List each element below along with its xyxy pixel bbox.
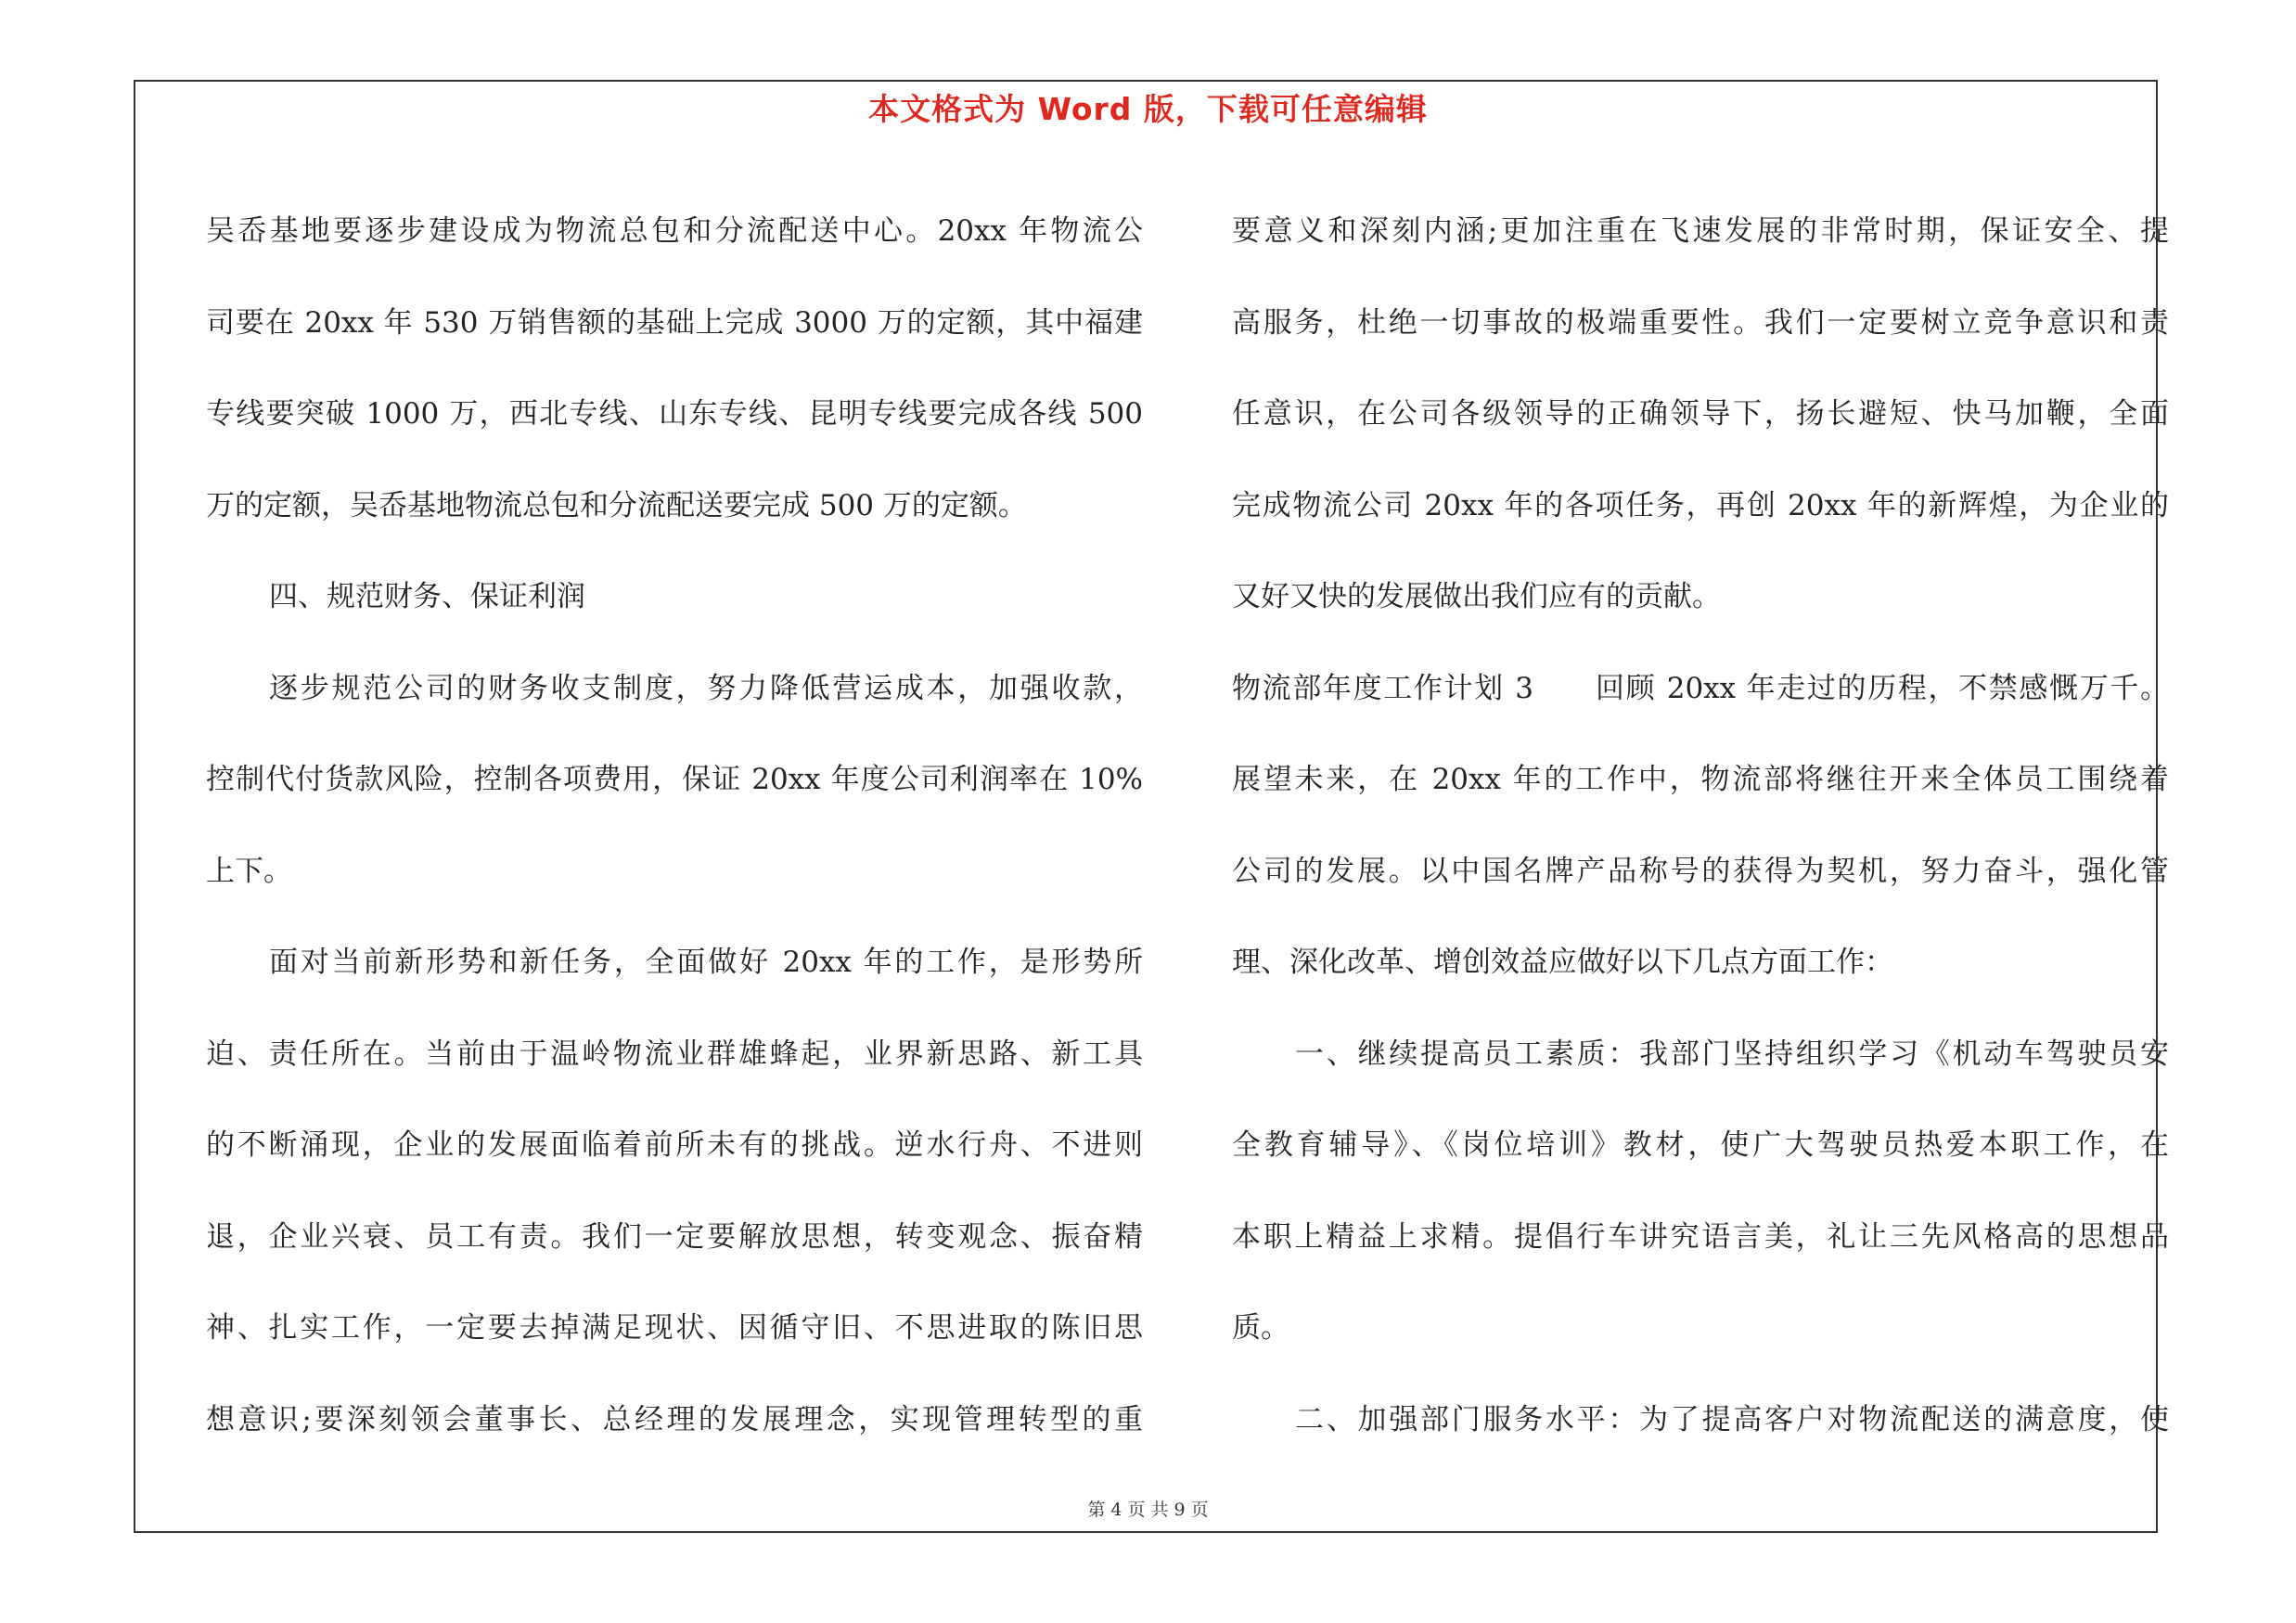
text-line: 想意识;要深刻领会董事长、总经理的发展理念，实现管理转型的重: [206, 1402, 1143, 1436]
text-line: 面对当前新形势和新任务，全面做好 20xx 年的工作，是形势所: [269, 946, 1143, 979]
text-line: 迫、责任所在。当前由于温岭物流业群雄蜂起，业界新思路、新工具: [206, 1037, 1143, 1071]
text-line: 公司的发展。以中国名牌产品称号的获得为契机，努力奋斗，强化管: [1232, 854, 2169, 888]
text-line: 四、规范财务、保证利润: [269, 580, 585, 613]
text-line: 要意义和深刻内涵;更加注重在飞速发展的非常时期，保证安全、提: [1232, 214, 2169, 248]
text-line: 又好又快的发展做出我们应有的贡献。: [1232, 580, 1721, 613]
text-line: 吴岙基地要逐步建设成为物流总包和分流配送中心。20xx 年物流公: [206, 214, 1143, 248]
text-line: 控制代付货款风险，控制各项费用，保证 20xx 年度公司利润率在 10%: [206, 763, 1143, 796]
text-line: 逐步规范公司的财务收支制度，努力降低营运成本，加强收款，: [269, 671, 1143, 705]
text-line: 万的定额，吴岙基地物流总包和分流配送要完成 500 万的定额。: [206, 488, 1027, 522]
text-line: 一、继续提高员工素质：我部门坚持组织学习《机动车驾驶员安: [1295, 1037, 2169, 1071]
text-line: 展望未来，在 20xx 年的工作中，物流部将继往开来全体员工围绕着: [1232, 763, 2169, 796]
word-format-banner: 本文格式为 Word 版，下载可任意编辑: [868, 91, 1428, 127]
text-line: 本职上精益上求精。提倡行车讲究语言美，礼让三先风格高的思想品: [1232, 1219, 2169, 1254]
text-line: 神、扎实工作，一定要去掉满足现状、因循守旧、不思进取的陈旧思: [206, 1311, 1143, 1345]
text-line: 司要在 20xx 年 530 万销售额的基础上完成 3000 万的定额，其中福建: [206, 305, 1143, 340]
text-line: 高服务，杜绝一切事故的极端重要性。我们一定要树立竞争意识和责: [1232, 305, 2169, 340]
right-text-column: [1232, 186, 2169, 1465]
text-line: 的不断涌现，企业的发展面临着前所未有的挑战。逆水行舟、不进则: [206, 1128, 1143, 1162]
text-line: 物流部年度工作计划 3 回顾 20xx 年走过的历程，不禁感慨万千。: [1232, 671, 2169, 705]
text-line: 完成物流公司 20xx 年的各项任务，再创 20xx 年的新辉煌，为企业的: [1232, 488, 2169, 522]
text-line: 理、深化改革、增创效益应做好以下几点方面工作：: [1232, 946, 1893, 979]
text-line: 质。: [1232, 1311, 1289, 1345]
text-line: 二、加强部门服务水平：为了提高客户对物流配送的满意度，使: [1295, 1402, 2169, 1436]
text-line: 专线要突破 1000 万，西北专线、山东专线、昆明专线要完成各线 500: [206, 397, 1143, 431]
text-line: 退，企业兴衰、员工有责。我们一定要解放思想，转变观念、振奋精: [206, 1219, 1143, 1254]
text-line: 任意识，在公司各级领导的正确领导下，扬长避短、快马加鞭，全面: [1232, 397, 2169, 431]
left-text-column: [206, 186, 1143, 1465]
page-number-footer: 第 4 页 共 9 页: [1087, 1500, 1209, 1520]
text-line: 全教育辅导》、《岗位培训》教材，使广大驾驶员热爱本职工作，在: [1232, 1128, 2169, 1162]
text-line: 上下。: [206, 854, 292, 888]
